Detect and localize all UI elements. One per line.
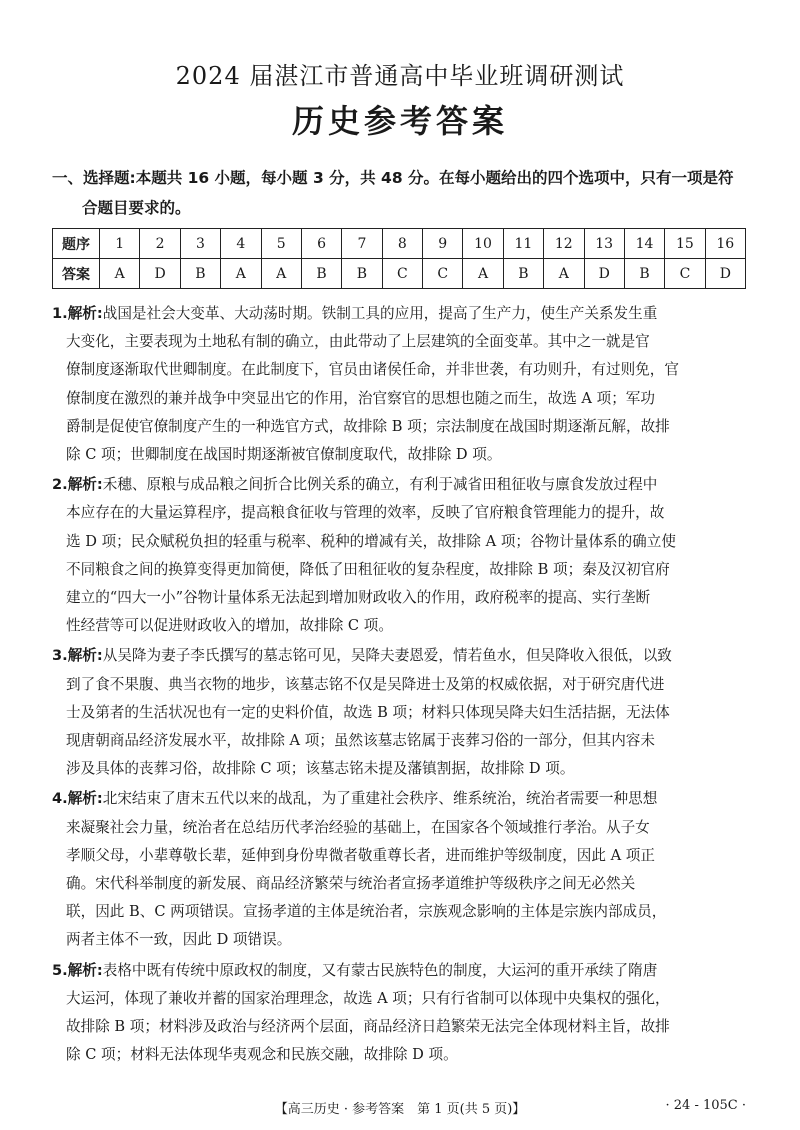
- explanation-label: 5.解析:: [52, 961, 103, 979]
- question-number-cell: 7: [342, 229, 382, 259]
- explanation-line: [52, 1013, 752, 1041]
- question-number-cell: 4: [221, 229, 261, 259]
- answer-cell: B: [342, 259, 382, 289]
- answer-row-label: 答案: [53, 259, 100, 289]
- explanation-text: 确。宋代科举制度的新发展、商品经济繁荣与统治者宣扬孝道维护等级秩序之间无必然关: [66, 875, 636, 893]
- explanation-label: 2.解析:: [52, 476, 103, 494]
- answer-cell: B: [624, 259, 664, 289]
- explanation-item: [52, 300, 752, 469]
- explanation-line: [52, 870, 752, 898]
- explanation-text: 僚制度在激烈的兼并战争中突显出它的作用，治官察官的思想也随之而生，故选 A 项；军功: [66, 389, 655, 407]
- explanation-line: [52, 300, 752, 328]
- explanation-text: 僚制度逐渐取代世卿制度。在此制度下，官员由诸侯任命，并非世袭，有功则升，有过则免，官: [66, 361, 679, 379]
- explanation-item: [52, 957, 752, 1070]
- question-number-cell: 6: [301, 229, 341, 259]
- answer-cell: A: [221, 259, 261, 289]
- explanation-text: 大变化，主要表现为土地私有制的确立，由此带动了上层建筑的全面变革。其中之一就是官: [66, 333, 650, 351]
- question-number-cell: 16: [705, 229, 745, 259]
- question-number-cell: 15: [665, 229, 705, 259]
- number-row-label: 题序: [53, 229, 100, 259]
- answer-cell: A: [544, 259, 584, 289]
- explanation-text: 不同粮食之间的换算变得更加简便，降低了田租征收的复杂程度，故排除 B 项；秦及汉初官府: [66, 560, 670, 578]
- section-heading: [52, 163, 752, 223]
- answer-cell: B: [301, 259, 341, 289]
- answer-cell: B: [180, 259, 220, 289]
- explanation-text: 选 D 项；民众赋税负担的轻重与税率、税种的增减有关，故排除 A 项；谷物计量体系的确立使: [66, 532, 676, 550]
- explanation-text: 从吴降为妻子李氏撰写的墓志铭可见，吴降夫妻恩爱，情若鱼水，但吴降收入很低，以致: [102, 647, 672, 665]
- explanation-line: [52, 385, 752, 413]
- explanation-label: 3.解析:: [52, 647, 103, 665]
- question-number-cell: 1: [100, 229, 140, 259]
- explanation-line: [52, 957, 752, 985]
- question-number-cell: 9: [423, 229, 463, 259]
- answer-table-number-row: [53, 229, 746, 259]
- answer-cell: D: [584, 259, 624, 289]
- explanation-line: [52, 356, 752, 384]
- footer-page-info: 【高三历史 · 参考答案 第 1 页(共 5 页)】: [274, 1102, 526, 1117]
- explanation-text: 来凝聚社会力量，统治者在总结历代孝治经验的基础上，在国家各个领域推行孝治。从子女: [66, 818, 650, 836]
- answer-table: [52, 228, 746, 289]
- answer-cell: A: [100, 259, 140, 289]
- explanation-text: 孝顺父母，小辈尊敬长辈，延伸到身份卑微者敬重尊长者，进而维护等级制度，因此 A 项正: [66, 846, 655, 864]
- answer-cell: A: [463, 259, 503, 289]
- explanation-text: 涉及具体的丧葬习俗，故排除 C 项；该墓志铭未提及藩镇割据，故排除 D 项。: [66, 760, 575, 778]
- explanation-line: [52, 556, 752, 584]
- explanation-text: 除 C 项；世卿制度在战国时期逐渐被官僚制度取代，故排除 D 项。: [66, 446, 502, 464]
- explanation-label: 1.解析:: [52, 305, 103, 322]
- question-number-cell: 8: [382, 229, 422, 259]
- answer-cell: C: [665, 259, 705, 289]
- question-number-cell: 10: [463, 229, 503, 259]
- explanation-line: [52, 584, 752, 612]
- explanation-line: [52, 699, 752, 727]
- explanation-item: [52, 642, 752, 783]
- explanation-line: [52, 441, 752, 469]
- explanation-list: [52, 300, 752, 1071]
- explanation-label: 4.解析:: [52, 790, 103, 808]
- explanation-line: [52, 642, 752, 670]
- question-number-cell: 5: [261, 229, 301, 259]
- explanation-text: 爵制是促使官僚制度产生的一种选官方式，故排除 B 项；宗法制度在战国时期逐渐瓦解，故排: [66, 417, 670, 435]
- explanation-line: [52, 898, 752, 926]
- answer-cell: C: [382, 259, 422, 289]
- explanation-line: [52, 842, 752, 870]
- explanation-line: [52, 413, 752, 441]
- explanation-text: 表格中既有传统中原政权的制度，又有蒙古民族特色的制度，大运河的重开承续了隋唐: [102, 961, 658, 979]
- explanation-text: 故排除 B 项；材料涉及政治与经济两个层面，商品经济日趋繁荣无法完全体现材料主旨，故排: [66, 1018, 670, 1036]
- answer-cell: C: [423, 259, 463, 289]
- question-number-cell: 11: [503, 229, 543, 259]
- explanation-text: 到了食不果腹、典当衣物的地步，该墓志铭不仅是吴降进士及第的权威依据，对于研究唐代进: [66, 675, 665, 693]
- explanation-line: [52, 926, 752, 954]
- explanation-line: [52, 755, 752, 783]
- answer-table-answer-row: [53, 259, 746, 289]
- explanation-line: [52, 814, 752, 842]
- explanation-text: 禾穗、原粮与成品粮之间折合比例关系的确立，有利于减省田租征收与廪食发放过程中: [102, 476, 658, 494]
- explanation-item: [52, 785, 752, 954]
- page-subtitle: 历史参考答案: [291, 102, 508, 140]
- explanation-line: [52, 727, 752, 755]
- answer-cell: D: [140, 259, 180, 289]
- explanation-text: 现唐朝商品经济发展水平，故排除 A 项；虽然该墓志铭属于丧葬习俗的一部分，但其内容未: [66, 732, 655, 750]
- explanation-text: 大运河，体现了兼收并蓄的国家治理理念，故选 A 项；只有行省制可以体现中央集权的强化，: [66, 989, 670, 1007]
- explanation-line: [52, 671, 752, 699]
- question-number-cell: 13: [584, 229, 624, 259]
- question-number-cell: 2: [140, 229, 180, 259]
- explanation-line: [52, 612, 752, 640]
- explanation-line: [52, 985, 752, 1013]
- page-title: 2024 届湛江市普通高中毕业班调研测试: [175, 62, 625, 90]
- explanation-text: 两者主体不一致，因此 D 项错误。: [66, 931, 292, 949]
- explanation-text: 本应存在的大量运算程序，提高粮食征收与管理的效率，反映了官府粮食管理能力的提升，故: [66, 504, 665, 522]
- answer-cell: A: [261, 259, 301, 289]
- explanation-line: [52, 471, 752, 499]
- explanation-text: 北宋结束了唐末五代以来的战乱，为了重建社会秩序、维系统治，统治者需要一种思想: [102, 790, 658, 808]
- explanation-line: [52, 328, 752, 356]
- question-number-cell: 14: [624, 229, 664, 259]
- explanation-text: 除 C 项；材料无法体现华夷观念和民族交融，故排除 D 项。: [66, 1046, 458, 1064]
- question-number-cell: 3: [180, 229, 220, 259]
- explanation-text: 建立的“四大一小”谷物计量体系无法起到增加财政收入的作用，政府税率的提高、实行垄断: [66, 589, 651, 607]
- explanation-text: 性经营等可以促进财政收入的增加，故排除 C 项。: [66, 617, 393, 635]
- answer-cell: D: [705, 259, 745, 289]
- section-heading-line-1: 一、选择题:本题共 16 小题，每小题 3 分，共 48 分。在每小题给出的四个选项中，只有一项是符: [52, 169, 734, 187]
- explanation-text: 联，因此 B、C 两项错误。宣扬孝道的主体是统治者，宗族观念影响的主体是宗族内部成员，: [66, 903, 667, 921]
- explanation-text: 士及第者的生活状况也有一定的史料价值，故选 B 项；材料只体现吴降夫妇生活拮据，无法体: [66, 703, 670, 721]
- explanation-item: [52, 471, 752, 640]
- question-number-cell: 12: [544, 229, 584, 259]
- explanation-line: [52, 528, 752, 556]
- explanation-line: [52, 499, 752, 527]
- explanation-line: [52, 1041, 752, 1069]
- explanation-line: [52, 785, 752, 813]
- section-heading-line-2: 合题目要求的。: [82, 199, 191, 217]
- answer-cell: B: [503, 259, 543, 289]
- explanation-text: 战国是社会大变革、大动荡时期。铁制工具的应用，提高了生产力，使生产关系发生重: [102, 305, 658, 322]
- footer-code: · 24 - 105C ·: [665, 1098, 746, 1113]
